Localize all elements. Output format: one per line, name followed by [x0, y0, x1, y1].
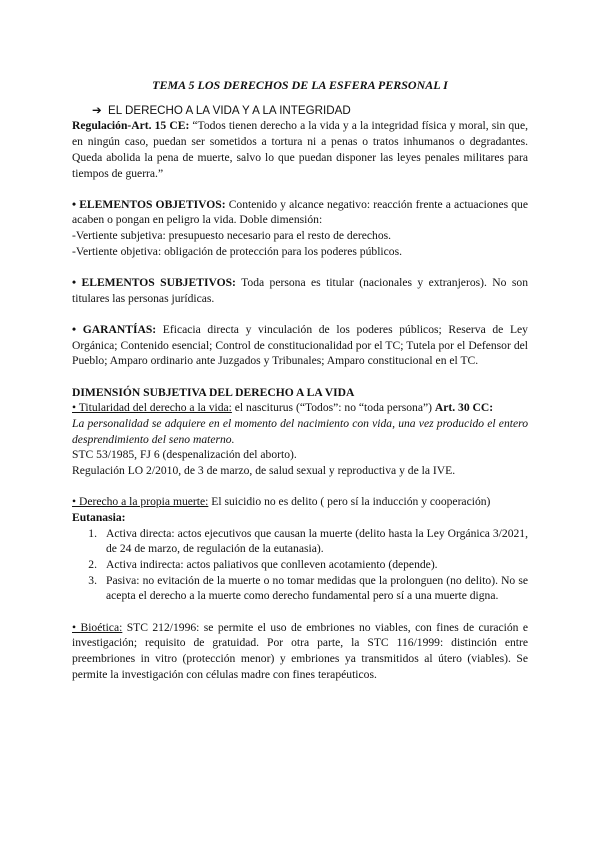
list-item — [72, 526, 528, 557]
list-item — [72, 557, 528, 573]
eutanasia-list — [72, 526, 528, 605]
bioetica-label: • Bioética: — [72, 620, 123, 634]
stc-line: STC 53/1985, FJ 6 (despenalización del aborto). — [72, 448, 297, 462]
list-item-text: Activa indirecta: actos paliativos que conlleven acotamiento (depende). — [106, 558, 438, 572]
objetivos-paragraph — [72, 197, 528, 228]
bioetica-paragraph — [72, 620, 528, 683]
titularidad-paragraph — [72, 400, 528, 416]
objetivos-line-subjetiva: -Vertiente subjetiva: presupuesto necesario para el resto de derechos. — [72, 229, 392, 243]
document-content — [72, 78, 528, 683]
garantias-paragraph — [72, 322, 528, 369]
section-heading-text: EL DERECHO A LA VIDA Y A LA INTEGRIDAD — [108, 103, 351, 117]
subjetivos-paragraph — [72, 275, 528, 306]
list-item-number: 2. — [88, 558, 97, 572]
list-item-text: Pasiva: no evitación de la muerte o no tomar medidas que la prolonguen (no delito). No se acepta el derecho a la muerte como derecho fundamental pero sí a una muerte digna. — [106, 573, 528, 603]
subjetivos-text: Toda persona es titular (nacionales y extranjeros). No son titulares las personas jurídicas. — [72, 276, 528, 305]
objetivos-label: • ELEMENTOS OBJETIVOS: — [72, 197, 226, 211]
arrow-right-icon: ➔ — [92, 103, 102, 117]
regulacion-paragraph — [72, 118, 528, 181]
regulacion-text: “Todos tienen derecho a la vida y a la integridad física y moral, sin que, en ningún caso, puedan ser sometidos a tortura ni a penas o tratos inhumanos o degradantes. Queda abolida la pena de muerte, salvo lo que puedan disponer las leyes penales militares para tiempos de guerra.” — [72, 119, 528, 180]
personalidad-quote: La personalidad se adquiere en el momento del nacimiento con vida, una vez producido el entero desprendimiento del seno materno. — [72, 416, 528, 446]
muerte-text: El suicidio no es delito ( pero sí la inducción y cooperación) — [208, 495, 491, 509]
section-heading — [92, 103, 528, 119]
dimension-heading: DIMENSIÓN SUBJETIVA DEL DERECHO A LA VIDA — [72, 385, 355, 399]
bioetica-text: STC 212/1996: se permite el uso de embriones no viables, con fines de curación e investigación; requisito de gratuidad. Por otra parte, la STC 116/1999: distinción entre preembriones in vitro (protección menor) y embriones ya transmitidos al útero (viables). Se permite la investigación con células madre con fines terapéuticos. — [72, 620, 528, 681]
list-item-number: 3. — [88, 573, 97, 587]
eutanasia-heading: Eutanasia: — [72, 510, 126, 524]
subjetivos-label: • ELEMENTOS SUBJETIVOS: — [72, 276, 236, 290]
muerte-label: • Derecho a la propia muerte: — [72, 495, 209, 509]
titularidad-text: el nasciturus (“Todos”: no “toda persona”) — [231, 401, 435, 415]
objetivos-text: Contenido y alcance negativo: reacción frente a actuaciones que acaben o pongan en peligro la vida. Doble dimensión: — [72, 197, 528, 227]
garantias-label: • GARANTÍAS: — [72, 322, 157, 336]
garantias-text: Eficacia directa y vinculación de los poderes públicos; Reserva de Ley Orgánica; Contenido esencial; Control de constitucionalidad por el TC; Tutela por el Defensor del Pueblo; Amparo ordinario ante Juzgados y Tribunales; Amparo constitucional en el TC. — [72, 322, 528, 368]
document-title: TEMA 5 LOS DERECHOS DE LA ESFERA PERSONAL I — [152, 78, 448, 92]
list-item — [72, 573, 528, 604]
muerte-paragraph — [72, 494, 528, 510]
list-item-text: Activa directa: actos ejecutivos que causan la muerte (delito hasta la Ley Orgánica 3/2021, de 24 de marzo, de regulación de la eutanasia). — [106, 526, 528, 556]
regulacion-label: Regulación-Art. 15 CE: — [72, 119, 190, 133]
titularidad-label: • Titularidad del derecho a la vida: — [72, 401, 232, 415]
list-item-number: 1. — [88, 526, 97, 540]
objetivos-line-objetiva: -Vertiente objetiva: obligación de protección para los poderes públicos. — [72, 244, 402, 258]
regulacion-lo-line: Regulación LO 2/2010, de 3 de marzo, de salud sexual y reproductiva y de la IVE. — [72, 464, 456, 478]
titularidad-article: Art. 30 CC: — [434, 401, 494, 415]
